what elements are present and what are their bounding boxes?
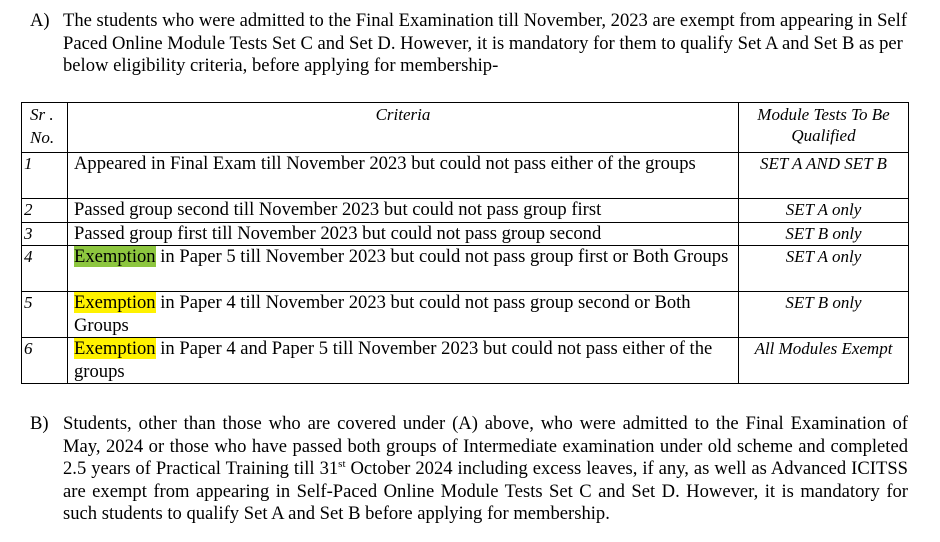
row-sr-no: 6: [22, 338, 68, 384]
criteria-text: Passed group first till November 2023 but could not pass group second: [74, 222, 602, 244]
table-row: [22, 338, 909, 384]
row-sr-no: 5: [22, 292, 68, 338]
paragraph-b-text-part2: October 2024 including excess leaves, if any, as well as Advanced ICITSS are exempt from appearing in Self-Paced Online Module Tests Set C and Set D. However, it is mandatory for such students to qualify Set A and Set B before applying for membership.: [63, 458, 909, 524]
row-module-tests: SET A AND SET B: [739, 153, 909, 199]
highlighted-term: Exemption: [74, 246, 156, 267]
ordinal-suffix: st: [338, 458, 346, 470]
table-row: [22, 199, 909, 223]
row-sr-no: 2: [22, 199, 68, 223]
row-criteria: [68, 222, 739, 246]
criteria-text: Passed group second till November 2023 but could not pass group first: [74, 199, 602, 220]
highlighted-term: Exemption: [74, 338, 156, 359]
paragraph-a-text: The students who were admitted to the Final Examination till November, 2023 are exempt from appearing in Self Paced Online Module Tests Set C and Set D. However, it is mandatory for them to qualify Set A and Set B as per below eligibility criteria, before applying for membership-: [63, 10, 908, 76]
eligibility-criteria-table: [21, 102, 909, 384]
paragraph-b-text-part1: Students, other than those who are covered under (A) above, who were admitted to the Final Examination of May, 2024 or those who have passed both groups of Intermediate examination under old scheme and completed 2.5 years of Practical Training till 31: [63, 413, 908, 479]
table-row: [22, 292, 909, 338]
row-module-tests: All Modules Exempt: [739, 338, 909, 384]
row-criteria: [68, 153, 739, 199]
table-row: [22, 153, 909, 199]
criteria-text: in Paper 4 till November 2023 but could not pass group second or Both Groups: [74, 292, 691, 336]
row-sr-no: 4: [22, 246, 68, 292]
header-sr-no: Sr . No.: [22, 103, 68, 153]
paragraph-b: [30, 413, 908, 526]
table-header-row: [22, 103, 909, 153]
paragraph-a-label: A): [30, 10, 50, 31]
highlighted-term: Exemption: [74, 292, 156, 313]
row-sr-no: 1: [22, 153, 68, 199]
paragraph-a: [30, 10, 910, 78]
row-sr-no: 3: [22, 222, 68, 246]
row-criteria: [68, 338, 739, 384]
paragraph-b-text: [63, 413, 908, 526]
row-module-tests: SET A only: [739, 246, 909, 292]
criteria-text: in Paper 4 and Paper 5 till November 2023 but could not pass either of the groups: [74, 338, 713, 382]
row-module-tests: SET B only: [739, 292, 909, 338]
row-module-tests: SET A only: [739, 199, 909, 223]
criteria-text: in Paper 5 till November 2023 but could not pass group first or Both Groups: [155, 246, 729, 267]
paragraph-b-label: B): [30, 413, 49, 434]
row-criteria: [68, 246, 739, 292]
table-row: [22, 222, 909, 246]
row-criteria: [68, 292, 739, 338]
criteria-text: Appeared in Final Exam till November 2023 but could not pass either of the groups: [74, 153, 696, 174]
header-module-tests: Module Tests To Be Qualified: [739, 103, 909, 153]
table-row: [22, 246, 909, 292]
header-criteria: Criteria: [68, 103, 739, 153]
row-module-tests: SET B only: [739, 222, 909, 246]
row-criteria: [68, 199, 739, 223]
